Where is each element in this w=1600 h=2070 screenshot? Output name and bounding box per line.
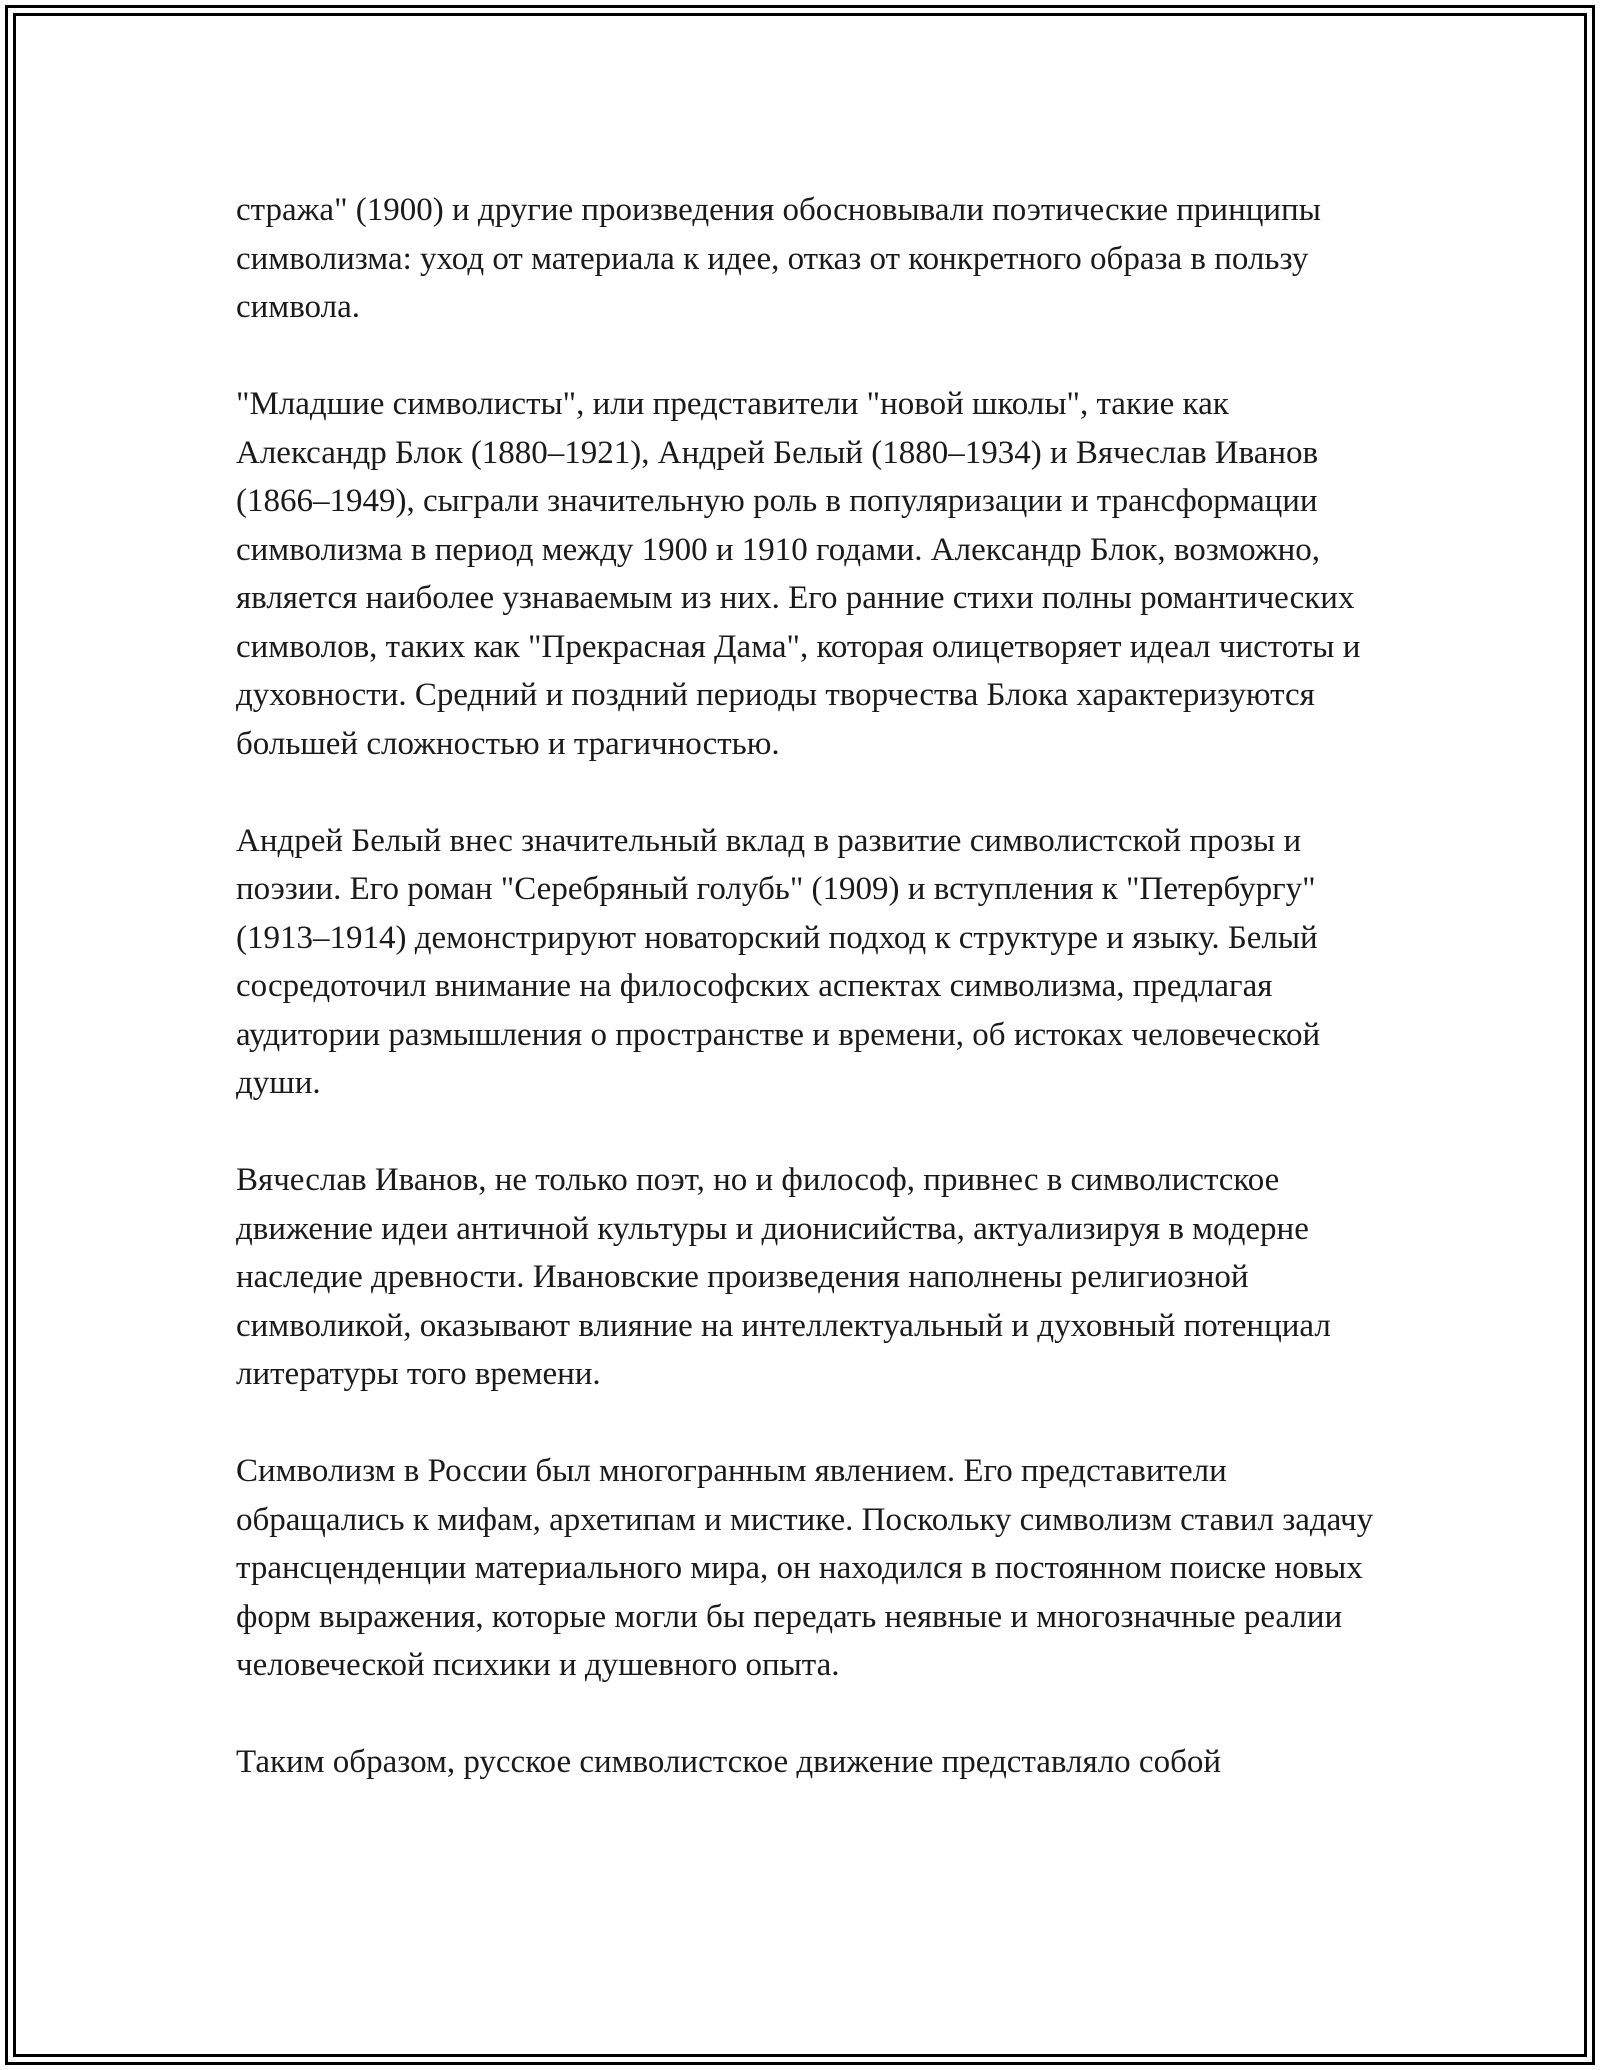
paragraph-2: "Младшие символисты", или представители "новой школы", такие как Александр Блок (1880–1921), Андрей Белый (1880–1934) и Вячеслав Иванов (1866–1949), сыграли значительную роль в популяризации и трансформации символизма в период между 1900 и 1910 годами. Александр Блок, возможно, является наиболее узнаваемым из них. Его ранние стихи полны романтических символов, таких как "Прекрасная Дама", которая олицетворяет идеал чистоты и духовности. Средний и поздний периоды творчества Блока характеризуются большей сложностью и трагичностью. — [236, 386, 1361, 762]
paragraph-6: Таким образом, русское символистское движение представляло собой — [236, 1744, 1222, 1780]
paragraph-3: Андрей Белый внес значительный вклад в развитие символистской прозы и поэзии. Его роман "Серебряный голубь" (1909) и вступления к "Петербургу" (1913–1914) демонстрируют новаторский подход к структуре и языку. Белый сосредоточил внимание на философских аспектах символизма, предлагая аудитории размышления о пространстве и времени, об истоках человеческой души. — [236, 822, 1321, 1101]
paragraph-1: стража" (1900) и другие произведения обосновывали поэтические принципы символизма: уход от материала к идее, отказ от конкретного образа в пользу символа. — [236, 192, 1321, 325]
paragraph-4: Вячеслав Иванов, не только поэт, но и философ, привнес в символистское движение идеи античной культуры и дионисийства, актуализируя в модерне наследие древности. Ивановские произведения наполнены религиозной символикой, оказывают влияние на интеллектуальный и духовный потенциал литературы того времени. — [236, 1162, 1331, 1392]
paragraph-5: Символизм в России был многогранным явлением. Его представители обращались к мифам, архетипам и мистике. Поскольку символизм ставил задачу трансценденции материального мира, он находился в постоянном поиске новых форм выражения, которые могли бы передать неявные и многозначные реалии человеческой психики и душевного опыта. — [236, 1453, 1374, 1683]
document-body — [236, 186, 1376, 1787]
